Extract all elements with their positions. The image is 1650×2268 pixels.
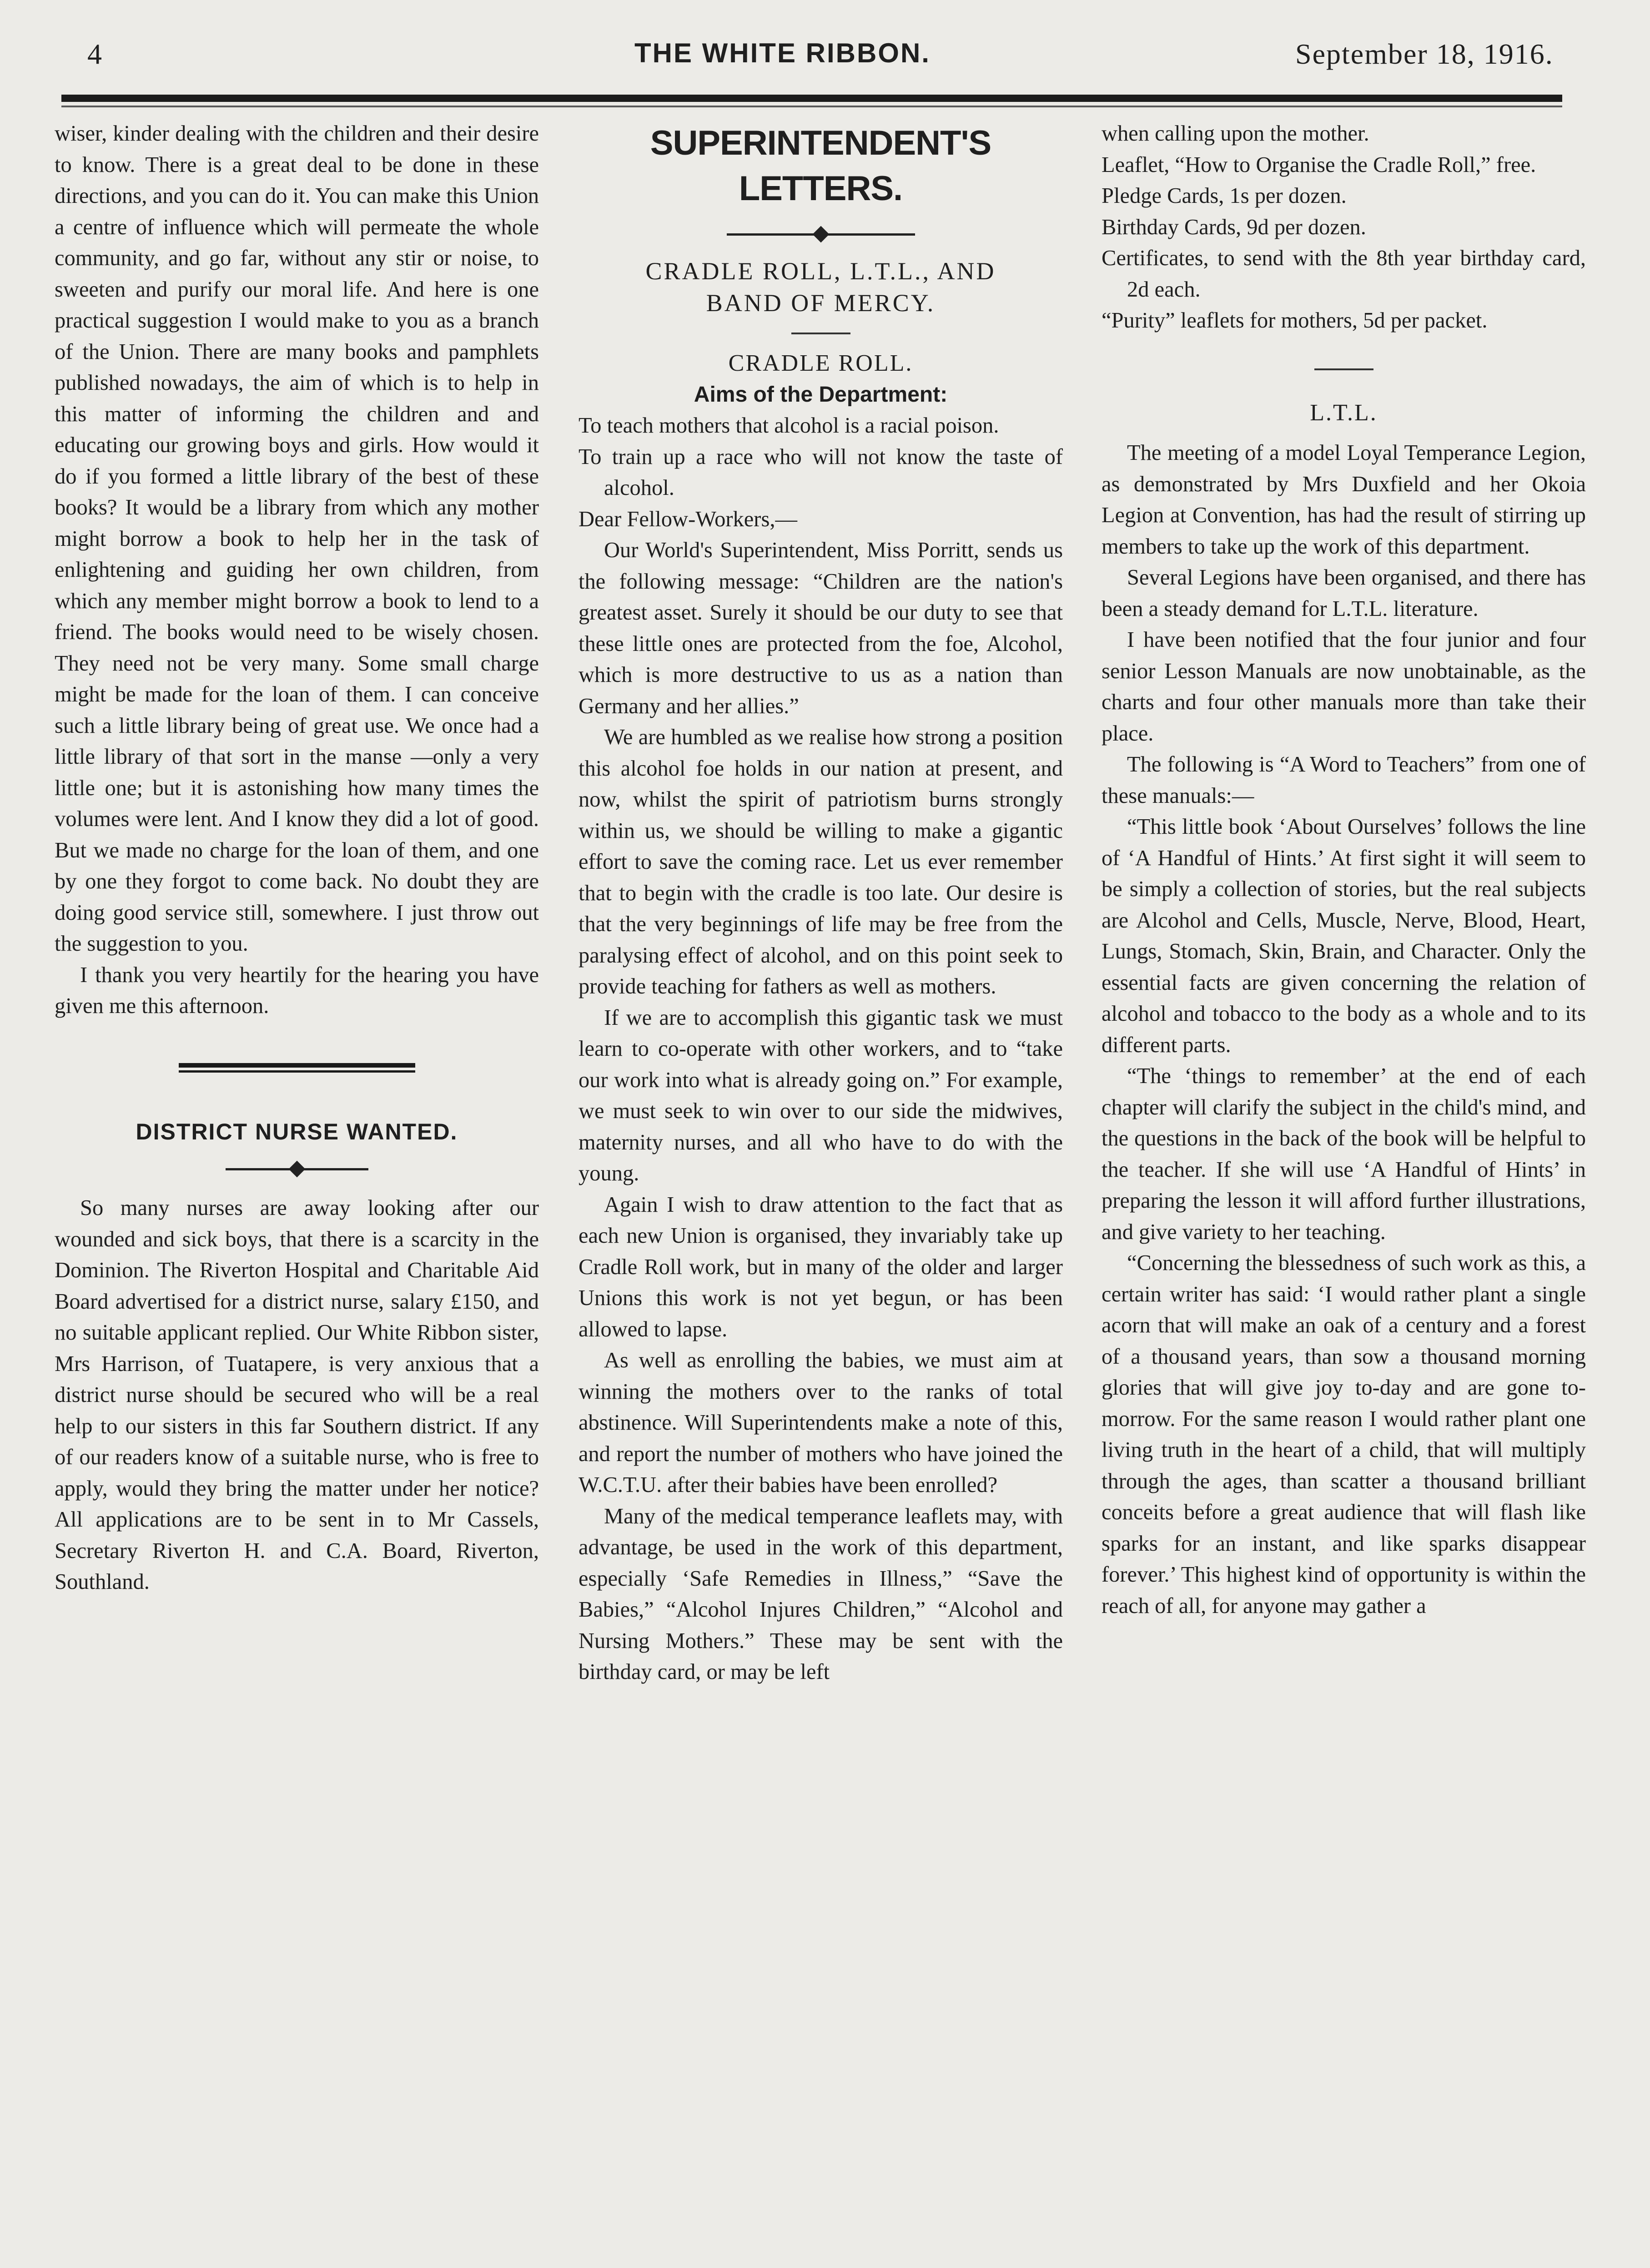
paragraph: “This little book ‘About Ourselves’ follows the line of ‘A Handful of Hints.’ At first sight it will seem to be simply a collection of stories, but the real subjects are Alcohol and Cells, Muscle, Nerve, Blood, Heart, Lungs, Stomach, Skin, Brain, and Character. Only the essential facts are given concerning the relation of alcohol and tobacco to the body as a whole and to its different parts. <box>1102 815 1586 1057</box>
issue-date: September 18, 1916. <box>1295 38 1554 70</box>
short-divider <box>791 333 850 334</box>
short-divider <box>1314 368 1373 370</box>
ornament-divider <box>579 221 1063 248</box>
section-cradle-roll: CRADLE ROLL. <box>728 350 913 376</box>
section-ltl: L.T.L. <box>1310 399 1378 426</box>
newspaper-title: THE WHITE RIBBON. <box>634 38 931 68</box>
aim-item: To train up a race who will not know the taste of alcohol. <box>579 444 1063 500</box>
paragraph: Our World's Superintendent, Miss Porritt, sends us the following message: “Children are the nation's greatest asset. Surely it should be our duty to see that these little ones are protected from the foe, Alcohol, which is more destructive to us as a nation than Germany and her allies.” <box>579 538 1063 718</box>
paragraph: The meeting of a model Loyal Temperance Legion, as demonstrated by Mrs Duxfield and her Okoia Legion at Convention, has had the result of stirring up members to take up the work of this department. <box>1102 441 1586 559</box>
column-1 <box>55 118 539 1598</box>
article-closing: I thank you very heartily for the hearing you have given me this afternoon. <box>55 963 539 1018</box>
paragraph: As well as enrolling the babies, we must aim at winning the mothers over to the ranks of total abstinence. Will Superintendents make a note of this, and report the number of mothers who have joined the W.C.T.U. after their babies have been enrolled? <box>579 1348 1063 1497</box>
literature-item: Pledge Cards, 1s per dozen. <box>1102 184 1347 208</box>
column-2 <box>579 121 1063 1688</box>
section-divider <box>179 1063 415 1073</box>
paragraph: We are humbled as we realise how strong a position this alcohol foe holds in our nation at present, and now, whilst the spirit of patriotism burns strongly within us, we should be willing to make a gigantic effort to save the coming race. Let us ever remember that to begin with the cradle is too late. Our desire is that the very beginnings of life may be free from the paralysing effect of alcohol, and on this point seek to provide teaching for fathers as well as mothers. <box>579 725 1063 998</box>
literature-item: Leaflet, “How to Organise the Cradle Roll,” free. <box>1102 152 1536 177</box>
paragraph: The following is “A Word to Teachers” from one of these manuals:— <box>1102 752 1586 808</box>
nurse-article: So many nurses are away looking after our wounded and sick boys, that there is a scarcity in the Dominion. The Riverton Hospital and Charitable Aid Board advertised for a district nurse, salary £150, and no suitable applicant replied. Our White Ribbon sister, Mrs Harrison, of Tuatapere, is very anxious that a district nurse should be secured who will be a real help to our sisters in this far Southern district. If any of our readers know of a suitable nurse, who is free to apply, would they bring the matter under her notice? All applications are to be sent in to Mr Cassels, Secretary Riverton H. and C.A. Board, Riverton, Southland. <box>55 1196 539 1594</box>
literature-item: Certificates, to send with the 8th year birthday card, 2d each. <box>1102 246 1586 302</box>
paragraph: If we are to accomplish this gigantic task we must learn to co-operate with other workers, and to “take our work into what is already going on.” For example, we must seek to win over to our side the midwives, maternity nurses, and all who have to do with the young. <box>579 1005 1063 1185</box>
article-continuation: wiser, kinder dealing with the children and their desire to know. There is a great deal to be done in these directions, and you can do it. You can make this Union a centre of influence which will permeate the whole community, and go far, without any stir or noise, to sweeten and purify our moral life. And here is one practical suggestion I would make to you as a branch of the Union. There are many books and pamphlets published nowadays, the aim of which is to help in this matter of informing the children and and educating our growing boys and girls. How would it do if you formed a little library of the best of these books? It would be a library from which any mother might borrow a book to help her in the task of enlightening and guiding her own children, from which any member might borrow a book to lend to a friend. The books would need to be wisely chosen. They need not be very many. Some small charge might be made for the loan of them. I can conceive such a little library being of great use. We once had a little library of that sort in the manse —only a very little one; but it is astonishing how many times the volumes were lent. And I know they did a lot of good. But we made no charge for the loan of them, and one by one they forgot to come back. No doubt they are doing good service still, somewhere. I just throw out the suggestion to you. <box>55 121 539 956</box>
paragraph: “The ‘things to remember’ at the end of each chapter will clarify the subject in the child's mind, and the questions in the back of the book will be helpful to the teacher. If she will use ‘A Handful of Hints’ in preparing the lesson it will afford further illustrations, and give variety to her teaching. <box>1102 1064 1586 1244</box>
column-3 <box>1102 118 1586 1622</box>
salutation: Dear Fellow-Workers,— <box>579 507 797 531</box>
aim-item: To teach mothers that alcohol is a racial poison. <box>579 413 999 438</box>
page-number: 4 <box>87 38 102 70</box>
aims-heading: Aims of the Department: <box>694 382 948 407</box>
header-rule-thin <box>61 106 1562 107</box>
header-rule <box>61 95 1562 102</box>
ornament-divider <box>55 1155 539 1183</box>
paragraph: when calling upon the mother. <box>1102 121 1369 146</box>
paragraph: “Concerning the blessedness of such work as this, a certain writer has said: ‘I would rather plant a single acorn that will make an oak of a century and a forest of a thousand years, than sow a thousand morning glories that will give joy to-day and are gone to-morrow. For the same reason I would rather plant one living truth in the heart of a child, that will multiply through the ages, than scatter a thousand brilliant conceits before a great audience that will flash like sparks for an instant, and like sparks disappear forever.’ This highest kind of opportunity is within the reach of all, for anyone may gather a <box>1102 1251 1586 1618</box>
superintendent-title: SUPERINTENDENT'S LETTERS. <box>650 124 991 208</box>
paragraph: I have been notified that the four junior and four senior Lesson Manuals are now unobtainable, as the charts and four other manuals more than take their place. <box>1102 628 1586 746</box>
paragraph: Again I wish to draw attention to the fact that as each new Union is organised, they invariably take up Cradle Roll work, but in many of the older and larger Unions this work is not yet begun, or has been allowed to lapse. <box>579 1192 1063 1341</box>
department-subtitle: CRADLE ROLL, L.T.L., AND BAND OF MERCY. <box>645 257 996 317</box>
paragraph: Several Legions have been organised, and there has been a steady demand for L.T.L. literature. <box>1102 565 1586 621</box>
paragraph: Many of the medical temperance leaflets may, with advantage, be used in the work of this department, especially ‘Safe Remedies in Illness,” “Save the Babies,” “Alcohol Injures Children,” “Alcohol and Nursing Mothers.” These may be sent with the birthday card, or may be left <box>579 1504 1063 1684</box>
literature-item: “Purity” leaflets for mothers, 5d per packet. <box>1102 308 1488 333</box>
nurse-heading: DISTRICT NURSE WANTED. <box>136 1119 458 1144</box>
literature-item: Birthday Cards, 9d per dozen. <box>1102 215 1366 239</box>
